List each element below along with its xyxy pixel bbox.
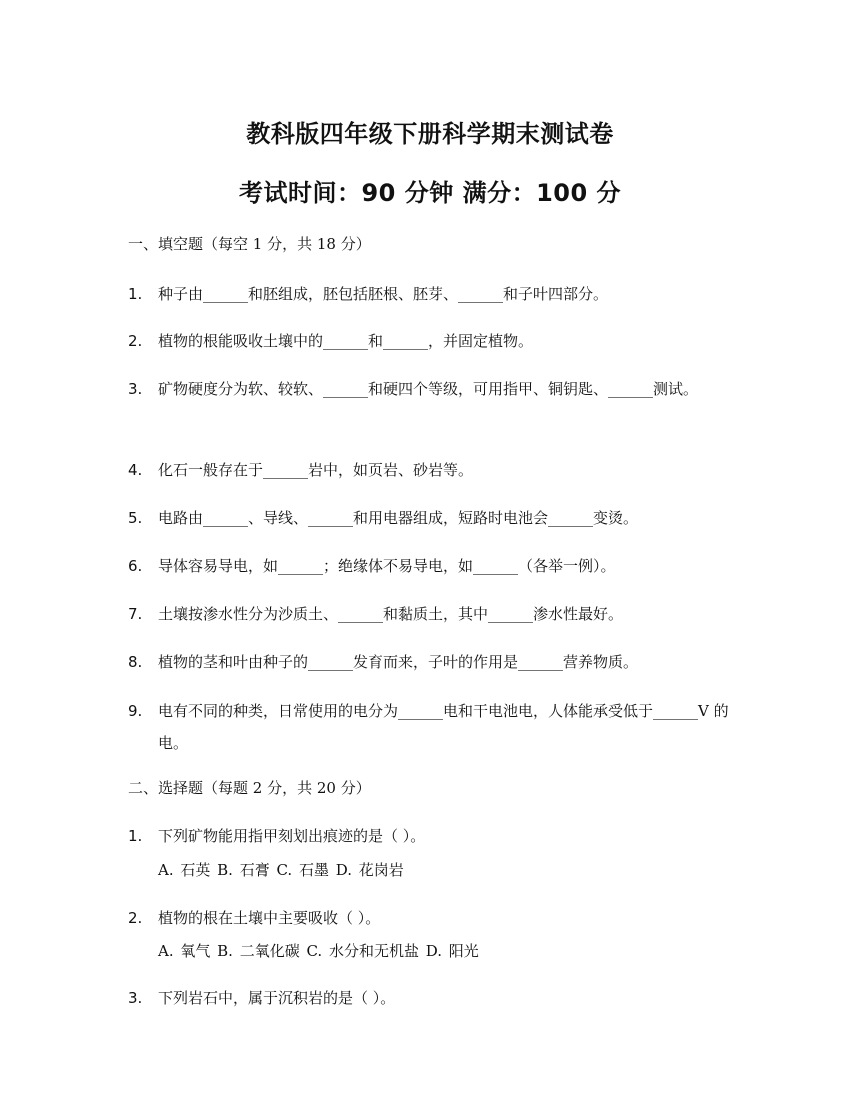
question-number: 2. xyxy=(128,909,143,927)
question-text: 种子由______和胚组成，胚包括胚根、胚芽、______和子叶四部分。 xyxy=(158,285,609,303)
exam-info: 考试时间：90 分钟 满分：100 分 xyxy=(238,179,622,207)
question-item xyxy=(128,502,738,534)
question-text: 下列矿物能用指甲刻划出痕迹的是（ ）。 xyxy=(158,827,426,845)
question-text: 电有不同的种类，日常使用的电分为______电和干电池电，人体能承受低于______V 的电。 xyxy=(158,702,729,752)
question-text: 矿物硬度分为软、较软、______和硬四个等级，可用指甲、铜钥匙、______测试。 xyxy=(158,380,699,398)
question-text: 下列岩石中，属于沉积岩的是（ ）。 xyxy=(158,989,396,1007)
question-item xyxy=(128,646,738,678)
question-item xyxy=(128,550,738,582)
page-title: 教科版四年级下册科学期末测试卷 xyxy=(246,120,614,148)
question-text: 植物的根在土壤中主要吸收（ ）。 xyxy=(158,909,381,927)
question-number: 1. xyxy=(128,827,143,845)
question-number: 3. xyxy=(128,380,143,398)
question-item xyxy=(128,598,738,630)
question-item xyxy=(128,695,738,759)
question-number: 8. xyxy=(128,653,143,671)
question-text: 化石一般存在于______岩中，如页岩、砂岩等。 xyxy=(158,461,474,479)
question-text: 土壤按渗水性分为沙质土、______和黏质土，其中______渗水性最好。 xyxy=(158,605,624,623)
question-item xyxy=(128,278,738,310)
section-heading-fill-blank: 一、填空题（每空 1 分，共 18 分） xyxy=(128,235,371,253)
question-text: 植物的根能吸收土壤中的______和______，并固定植物。 xyxy=(158,332,534,350)
answer-options: A. 氧气 B. 二氧化碳 C. 水分和无机盐 D. 阳光 xyxy=(158,942,479,960)
question-number: 6. xyxy=(128,557,143,575)
question-item xyxy=(128,982,738,1014)
question-item xyxy=(128,454,738,486)
question-number: 1. xyxy=(128,285,143,303)
question-item xyxy=(128,820,738,852)
answer-options: A. 石英 B. 石膏 C. 石墨 D. 花岗岩 xyxy=(158,861,404,879)
question-number: 9. xyxy=(128,702,143,720)
question-text: 导体容易导电，如______；绝缘体不易导电，如______（各举一例）。 xyxy=(158,557,616,575)
question-text: 电路由______、导线、______和用电器组成，短路时电池会______变烫。 xyxy=(158,509,639,527)
question-item xyxy=(128,373,738,405)
question-number: 4. xyxy=(128,461,143,479)
question-number: 2. xyxy=(128,332,143,350)
question-text: 植物的茎和叶由种子的______发育而来，子叶的作用是______营养物质。 xyxy=(158,653,639,671)
question-item xyxy=(128,325,738,357)
question-number: 5. xyxy=(128,509,143,527)
question-number: 7. xyxy=(128,605,143,623)
question-item xyxy=(128,902,738,934)
question-number: 3. xyxy=(128,989,143,1007)
section-heading-multiple-choice: 二、选择题（每题 2 分，共 20 分） xyxy=(128,779,371,797)
